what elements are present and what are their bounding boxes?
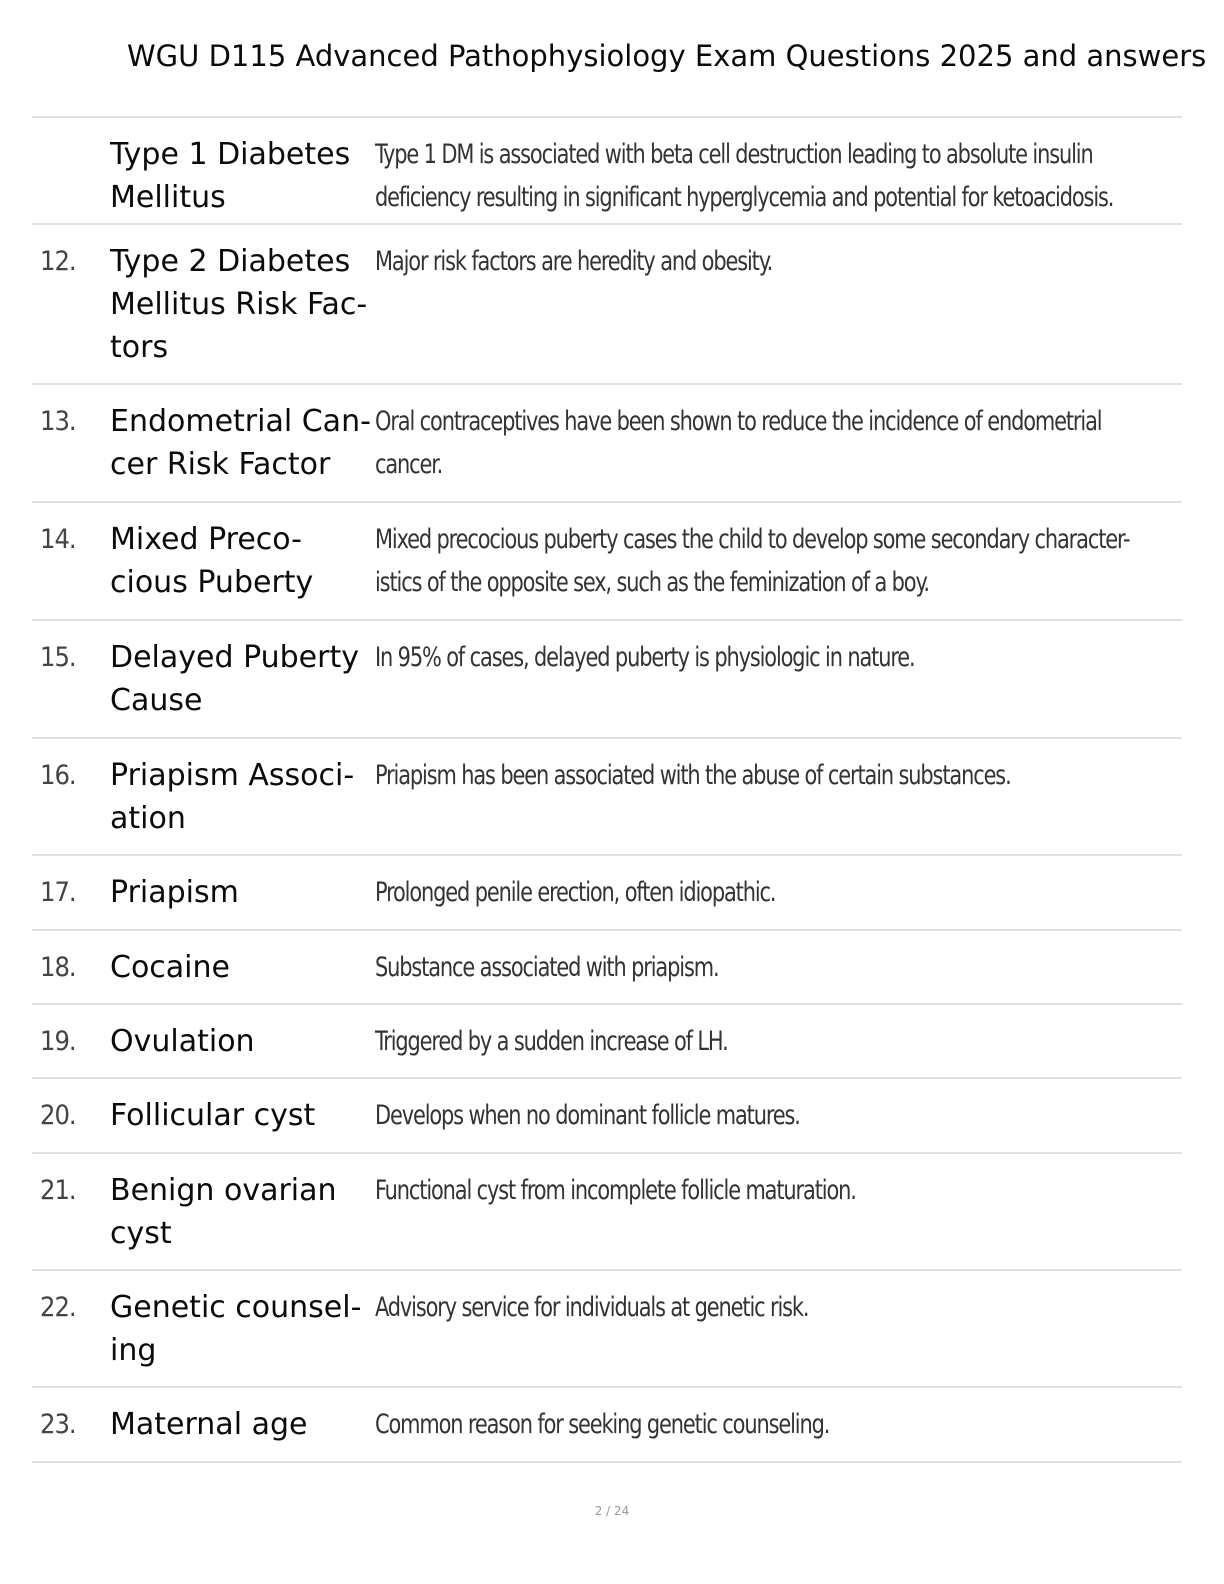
qa-row xyxy=(32,118,1182,225)
page-indicator: 2 / 24 xyxy=(594,1504,630,1518)
answer-definition xyxy=(375,1094,1166,1137)
question-term xyxy=(110,946,372,989)
qa-row xyxy=(32,931,1182,1005)
question-term-line: Mellitus Risk Fac- xyxy=(110,287,368,322)
answer-definition xyxy=(375,636,1166,679)
answer-definition-line: Type 1 DM is associated with beta cell destruction leading to absolute insulin xyxy=(375,139,1093,170)
question-term-line: ing xyxy=(110,1333,157,1368)
answer-definition-line: Functional cyst from incomplete follicle maturation. xyxy=(375,1175,856,1206)
answer-definition xyxy=(375,1020,1166,1063)
question-term-line: Delayed Puberty xyxy=(110,640,359,675)
answer-definition-line: Triggered by a sudden increase of LH. xyxy=(375,1026,728,1057)
question-term xyxy=(110,636,372,722)
answer-definition-line: Advisory service for individuals at genetic risk. xyxy=(375,1292,809,1323)
qa-row xyxy=(32,385,1182,503)
question-term-line: Follicular cyst xyxy=(110,1098,316,1133)
question-term xyxy=(110,1094,372,1137)
answer-definition xyxy=(375,946,1166,989)
question-term xyxy=(110,240,372,369)
answer-definition xyxy=(375,240,1166,283)
question-number: 21. xyxy=(40,1175,76,1206)
question-term-line: Cocaine xyxy=(110,950,230,985)
question-number: 16. xyxy=(40,760,76,791)
answer-definition-line: Substance associated with priapism. xyxy=(375,952,719,983)
question-term-line: Ovulation xyxy=(110,1024,255,1059)
question-term xyxy=(110,871,372,914)
answer-definition xyxy=(375,754,1166,797)
qa-row xyxy=(32,1079,1182,1154)
question-term xyxy=(110,400,372,486)
question-term-line: cious Puberty xyxy=(110,565,314,600)
question-term-line: Cause xyxy=(110,683,203,718)
answer-definition-line: Prolonged penile erection, often idiopathic. xyxy=(375,877,776,908)
question-number: 18. xyxy=(40,952,76,983)
question-term xyxy=(110,1286,372,1372)
question-term-line: Endometrial Can- xyxy=(110,404,371,439)
question-term-line: Type 1 Diabetes xyxy=(110,137,351,172)
question-term-line: Genetic counsel- xyxy=(110,1290,362,1325)
question-number: 20. xyxy=(40,1100,76,1131)
question-term-line: Mixed Preco- xyxy=(110,522,303,557)
qa-row xyxy=(32,739,1182,856)
question-number: 17. xyxy=(40,877,76,908)
answer-definition-line: Oral contraceptives have been shown to reduce the incidence of endometrial xyxy=(375,406,1102,437)
answer-definition-line: Common reason for seeking genetic counseling. xyxy=(375,1409,830,1440)
answer-definition xyxy=(375,518,1166,604)
answer-definition-line: Priapism has been associated with the abuse of certain substances. xyxy=(375,760,1011,791)
qa-row xyxy=(32,856,1182,931)
question-term-line: Priapism xyxy=(110,875,239,910)
qa-row xyxy=(32,225,1182,385)
question-term xyxy=(110,1403,372,1446)
answer-definition-line: istics of the opposite sex, such as the feminization of a boy. xyxy=(375,567,929,598)
question-number: 19. xyxy=(40,1026,76,1057)
qa-row xyxy=(32,1388,1182,1463)
answer-definition-line: deficiency resulting in significant hyperglycemia and potential for ketoacidosis. xyxy=(375,182,1114,213)
question-term-line: Maternal age xyxy=(110,1407,308,1442)
question-number: 23. xyxy=(40,1409,76,1440)
question-term xyxy=(110,1169,372,1255)
question-term xyxy=(110,754,372,840)
answer-definition xyxy=(375,1169,1166,1212)
qa-row xyxy=(32,503,1182,621)
question-number: 13. xyxy=(40,406,76,437)
question-number: 15. xyxy=(40,642,76,673)
answer-definition-line: Major risk factors are heredity and obesity. xyxy=(375,246,773,277)
question-term-line: cyst xyxy=(110,1216,172,1251)
answer-definition xyxy=(375,1403,1166,1446)
answer-definition-line: In 95% of cases, delayed puberty is physiologic in nature. xyxy=(375,642,915,673)
question-term-line: Type 2 Diabetes xyxy=(110,244,351,279)
question-term xyxy=(110,518,372,604)
answer-definition xyxy=(375,1286,1166,1329)
answer-definition-line: cancer. xyxy=(375,449,443,480)
qa-row xyxy=(32,1271,1182,1388)
question-term xyxy=(110,133,372,219)
answer-definition xyxy=(375,133,1166,219)
question-number: 12. xyxy=(40,246,76,277)
answer-definition xyxy=(375,400,1166,486)
qa-row xyxy=(32,1005,1182,1079)
question-number: 22. xyxy=(40,1292,76,1323)
question-term-line: cer Risk Factor xyxy=(110,447,331,482)
question-term-line: tors xyxy=(110,330,169,365)
qa-table xyxy=(32,116,1182,1463)
question-term-line: ation xyxy=(110,801,186,836)
answer-definition-line: Mixed precocious puberty cases the child to develop some secondary character- xyxy=(375,524,1130,555)
question-term-line: Benign ovarian xyxy=(110,1173,337,1208)
question-term xyxy=(110,1020,372,1063)
question-number: 14. xyxy=(40,524,76,555)
qa-row xyxy=(32,1154,1182,1271)
answer-definition-line: Develops when no dominant follicle matures. xyxy=(375,1100,800,1131)
answer-definition xyxy=(375,871,1166,914)
question-term-line: Priapism Associ- xyxy=(110,758,355,793)
question-term-line: Mellitus xyxy=(110,180,226,215)
document-title: WGU D115 Advanced Pathophysiology Exam Questions 2025 and answers xyxy=(127,39,1207,73)
qa-row xyxy=(32,621,1182,739)
